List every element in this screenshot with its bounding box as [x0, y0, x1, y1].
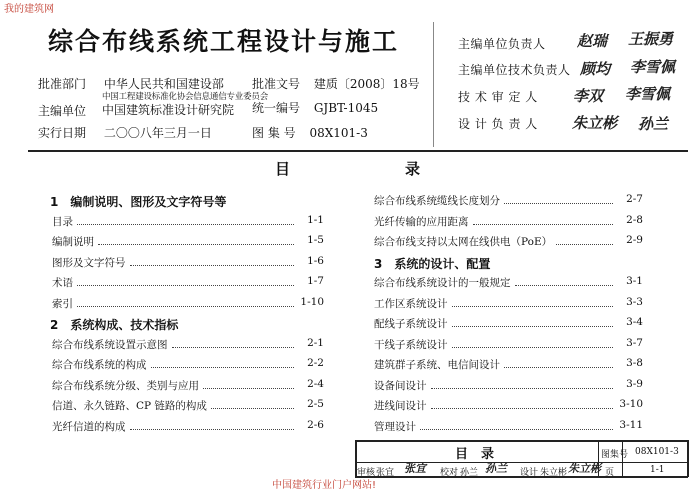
toc-item-title: 设备间设计	[374, 379, 427, 392]
toc-item-page: 2-2	[307, 357, 324, 369]
toc-item-title: 综合布线系统分级、类别与应用	[52, 379, 199, 392]
toc-item-page: 2-6	[307, 418, 324, 431]
toc-item-page: 3-9	[626, 377, 643, 390]
toc-item-page: 3-7	[626, 336, 643, 349]
approval-number-value: 建质〔2008〕18号	[313, 77, 420, 91]
toc-item-page: 3-3	[626, 295, 643, 308]
dept-label: 批准部门	[38, 77, 87, 91]
toc-leader	[77, 285, 294, 286]
toc-leader	[130, 429, 295, 430]
toc-section-title: 2 系统构成、技术指标	[50, 318, 179, 332]
toc-item-title: 综合布线系统设计的一般规定	[374, 277, 511, 289]
toc-item-title: 综合布线系统的构成	[52, 359, 147, 371]
toc-leader	[452, 347, 614, 348]
tb-title: 目 录	[455, 447, 495, 462]
org-line-2: 中国建筑标准设计研究院	[102, 103, 235, 117]
signature: 孙兰	[485, 462, 507, 475]
toc-item-title: 光纤传输的应用距离	[374, 215, 469, 228]
toc-item-title: 目录	[52, 215, 73, 228]
toc-section-title: 1 编制说明、图形及文字符号等	[50, 195, 227, 209]
toc-item-page: 3-1	[626, 275, 643, 287]
toc-leader	[431, 388, 614, 389]
toc-item-title: 干线子系统设计	[374, 338, 448, 351]
signature: 张宜	[404, 462, 426, 475]
toc-leader	[473, 224, 614, 225]
toc-item-page: 3-10	[619, 398, 643, 410]
toc-leader	[98, 244, 294, 245]
tb-atlas-label: 图集号	[601, 450, 629, 460]
responsible-label: 技 术 审 定 人	[458, 90, 538, 104]
org-value	[102, 92, 268, 118]
toc-item-page: 1-5	[307, 234, 324, 246]
toc-item-page: 2-1	[307, 336, 324, 349]
tb-review-label: 审核	[357, 468, 376, 478]
signature: 朱立彬	[568, 462, 601, 475]
toc-heading-left: 目	[275, 160, 291, 178]
tb-page-value: 1-1	[650, 465, 665, 475]
signature: 李雪佩	[625, 85, 671, 103]
signature: 李双	[573, 87, 604, 105]
approval-number-label: 批准文号	[252, 77, 301, 91]
toc-leader	[172, 347, 295, 348]
toc-item-page: 2-9	[626, 234, 643, 246]
toc-leader	[203, 388, 294, 389]
dept-value: 中华人民共和国建设部	[103, 77, 224, 91]
toc-item-page: 2-5	[307, 398, 324, 410]
tb-checker: 孙兰	[460, 468, 479, 478]
toc-item-title: 综合布线支持以太网在线供电（PoE）	[374, 236, 553, 248]
toc-item-title: 综合布线系统设置示意图	[52, 338, 168, 351]
tb-reviewer: 张宜	[376, 468, 395, 478]
toc-item-title: 管理设计	[374, 420, 416, 433]
signature: 孙兰	[638, 115, 669, 133]
toc-item-page: 3-8	[626, 357, 643, 369]
toc-item-title: 信道、永久链路、CP 链路的构成	[52, 400, 207, 412]
org-label: 主编单位	[38, 104, 87, 118]
toc-item-title: 光纤信道的构成	[52, 420, 126, 433]
toc-leader	[504, 203, 613, 204]
toc-item-page: 2-4	[307, 377, 324, 390]
tb-check-label: 校对	[440, 468, 459, 478]
signature: 王振勇	[628, 30, 674, 48]
toc-leader	[77, 224, 294, 225]
tb-top-line	[355, 440, 688, 442]
toc-leader	[211, 408, 294, 409]
toc-item-page: 1-10	[300, 295, 324, 308]
toc-item-page: 2-8	[626, 213, 643, 226]
watermark-bottom: 中国建筑行业门户网站!	[272, 480, 377, 491]
toc-item-title: 编制说明	[52, 236, 94, 248]
effective-date-value: 二〇〇八年三月一日	[103, 126, 212, 140]
toc-leader	[420, 429, 613, 430]
atlas-number-label: 图 集 号	[252, 126, 296, 140]
toc-leader	[77, 306, 294, 307]
effective-date-label: 实行日期	[38, 126, 87, 140]
toc-item-title: 综合布线系统缆线长度划分	[374, 195, 500, 207]
toc-leader	[515, 285, 614, 286]
toc-item-page: 3-4	[626, 316, 643, 328]
toc-item-page: 1-1	[307, 213, 324, 226]
toc-item-title: 工作区系统设计	[374, 297, 448, 310]
toc-item-title: 索引	[52, 297, 73, 310]
toc-item-title: 进线间设计	[374, 400, 427, 412]
unified-code-label: 统一编号	[252, 101, 301, 115]
toc-section-title: 3 系统的设计、配置	[374, 256, 491, 271]
responsible-label: 主编单位负责人	[458, 37, 546, 51]
toc-leader	[431, 408, 614, 409]
tb-design-label: 设计	[520, 468, 539, 478]
tb-right-line	[687, 440, 689, 477]
responsible-label: 主编单位技术负责人	[458, 63, 571, 77]
toc-item-title: 图形及文字符号	[52, 256, 126, 269]
tb-page-label: 页	[605, 468, 615, 478]
tb-atlas-value: 08X101-3	[635, 447, 679, 457]
signature: 李雪佩	[630, 58, 676, 76]
atlas-number-value: 08X101-3	[309, 126, 368, 140]
toc-item-title: 术语	[52, 277, 73, 289]
toc-leader	[130, 265, 295, 266]
toc-item-page: 2-7	[626, 193, 643, 205]
atlas-title: 综合布线系统工程设计与施工	[48, 27, 400, 56]
toc-item-title: 建筑群子系统、电信间设计	[374, 359, 500, 371]
toc-item-page: 3-11	[619, 418, 643, 431]
signature: 朱立彬	[572, 114, 618, 132]
toc-item-title: 配线子系统设计	[374, 318, 448, 330]
signature: 顾均	[580, 60, 611, 78]
toc-leader	[452, 306, 614, 307]
signature: 赵瑞	[577, 32, 608, 50]
toc-item-page: 1-6	[307, 254, 324, 267]
header-divider	[433, 22, 434, 147]
unified-code-value: GJBT-1045	[313, 101, 379, 115]
toc-heading-right: 录	[405, 160, 421, 178]
toc-leader	[452, 326, 614, 327]
toc-leader	[556, 244, 613, 245]
watermark-top: 我的建筑网	[4, 4, 54, 15]
responsible-label: 设 计 负 责 人	[458, 117, 538, 131]
toc-item-page: 1-7	[307, 275, 324, 287]
org-line-1: 中国工程建设标准化协会信息通信专业委员会	[102, 92, 269, 102]
header-rule	[28, 150, 688, 152]
tb-designer: 朱立彬	[540, 468, 568, 478]
toc-leader	[504, 367, 613, 368]
toc-leader	[151, 367, 295, 368]
